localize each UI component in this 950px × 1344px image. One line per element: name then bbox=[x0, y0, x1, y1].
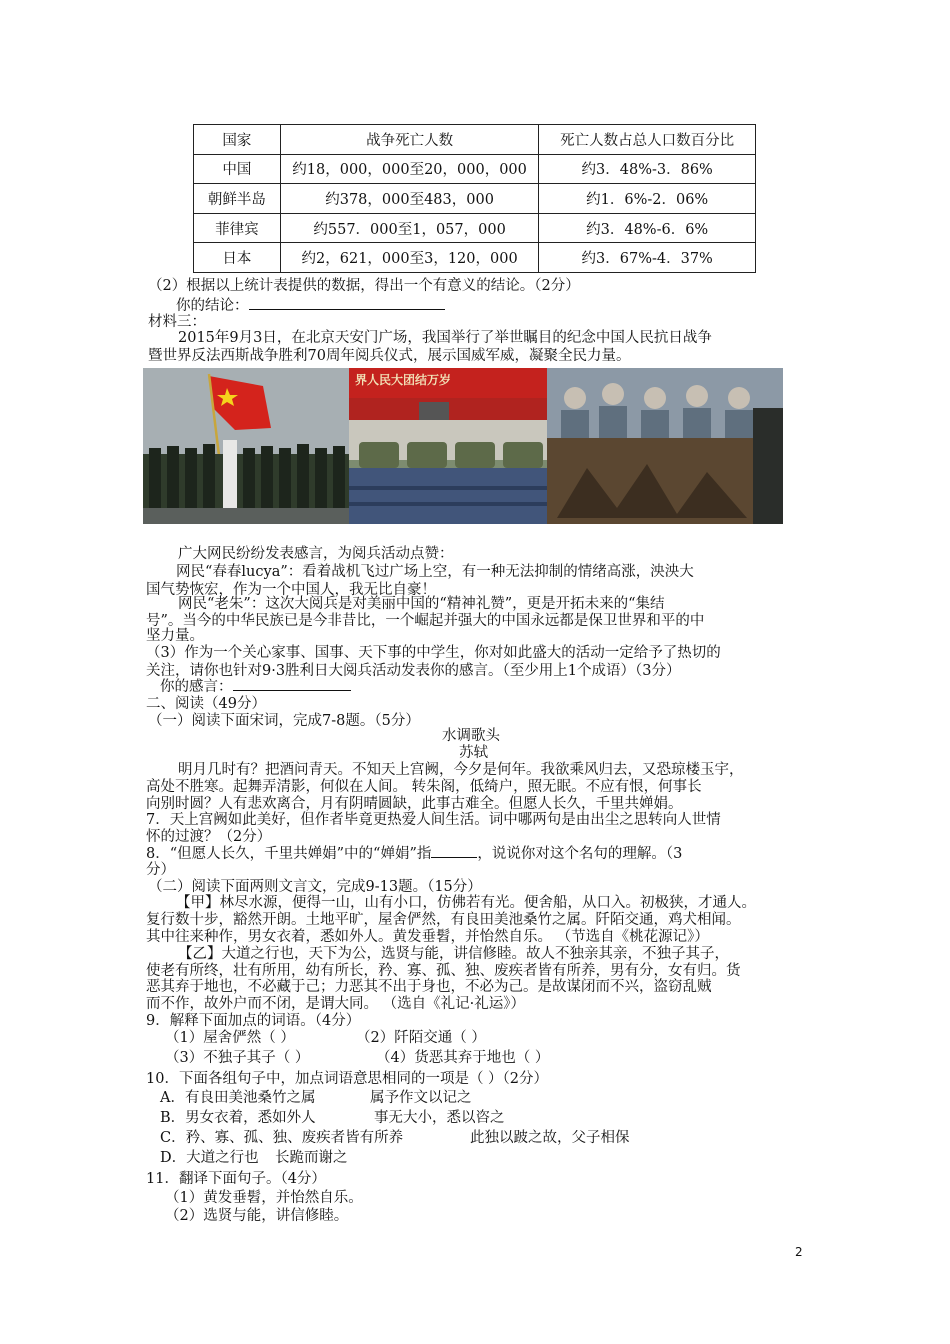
tiananmen-image bbox=[349, 368, 547, 524]
parade-photos bbox=[143, 368, 783, 524]
passage-jia: 其中往来种作，男女衣着，悉如外人。黄发垂髫，并怡然自乐。 （节选自《桃花源记》） bbox=[146, 929, 709, 945]
table-row bbox=[194, 243, 756, 273]
table-header: 国家 bbox=[194, 125, 281, 155]
poem-line: 高处不胜寒。起舞弄清影，何似在人间。 转朱阁，低绮户，照无眠。不应有恨，何事长 bbox=[146, 779, 702, 795]
material-3-para: 2015年9月3日，在北京天安门广场，我国举行了举世瞩目的纪念中国人民抗日战争 bbox=[178, 330, 712, 346]
question-2: （2）根据以上统计表提供的数据，得出一个有意义的结论。（2分） bbox=[148, 278, 580, 294]
poem-title: 水调歌头 bbox=[442, 728, 500, 744]
passage-jia: 【甲】林尽水源，便得一山，山有小口，仿佛若有光。便舍船，从口入。初极狭，才通人。 bbox=[176, 895, 756, 911]
material-3-title: 材料三： bbox=[148, 314, 206, 330]
table-cell: 约3．48%-3．86% bbox=[539, 154, 756, 184]
question-8 bbox=[146, 842, 682, 863]
question-10: 10．下面各组句子中，加点词语意思相同的一项是（ ）（2分） bbox=[146, 1071, 549, 1087]
poem-line: 向别时圆？人有悲欢离合，月有阴晴圆缺，此事古难全。但愿人长久，千里共婵娟。 bbox=[146, 796, 683, 812]
poem-line: 明月几时有？把酒问青天。不知天上宫阙，今夕是何年。我欲乘风归去，又恐琼楼玉宇， bbox=[178, 762, 744, 778]
table-cell: 中国 bbox=[194, 154, 281, 184]
table-cell: 约557．000至1，057，000 bbox=[280, 213, 539, 243]
option-a: A．有良田美池桑竹之属 bbox=[160, 1090, 316, 1106]
table-cell: 约3．48%-6．6% bbox=[539, 213, 756, 243]
table-cell: 约18，000，000至20，000，000 bbox=[280, 154, 539, 184]
passage-yi: 【乙】大道之行也，天下为公，选贤与能，讲信修睦。故人不独亲其亲，不独子其子， bbox=[178, 946, 729, 962]
comment-text: 网民“老朱”：这次大阅兵是对美丽中国的“精神礼赞”，更是开拓未来的“集结 bbox=[178, 596, 665, 612]
option-c: C．矜、寡、孤、独、废疾者皆有所养 bbox=[160, 1130, 404, 1146]
option-d: D．大道之行也 bbox=[160, 1150, 259, 1166]
part-title: （二）阅读下面两则文言文，完成9-13题。（15分） bbox=[148, 879, 482, 895]
question-7: 怀的过渡？（2分） bbox=[146, 829, 272, 845]
question-9-item: （3）不独子其子（ ） bbox=[165, 1050, 310, 1066]
table-row bbox=[194, 154, 756, 184]
question-9: 9．解释下面加点的词语。（4分） bbox=[146, 1013, 361, 1029]
table-cell: 约2，621，000至3，120，000 bbox=[280, 243, 539, 273]
passage-jia: 复行数十步，豁然开朗。土地平旷，屋舍俨然，有良田美池桑竹之属。阡陌交通，鸡犬相闻。 bbox=[146, 912, 741, 928]
table-cell: 日本 bbox=[194, 243, 281, 273]
conclusion-answer-blank[interactable] bbox=[249, 295, 445, 311]
question-9-item: （1）屋舍俨然（ ） bbox=[165, 1030, 295, 1046]
option-c-pair: 此独以跛之故，父子相保 bbox=[470, 1130, 630, 1146]
table-cell: 约1．6%-2．06% bbox=[539, 184, 756, 214]
part-title: （一）阅读下面宋词，完成7-8题。（5分） bbox=[148, 713, 420, 729]
flag-guard-image bbox=[143, 368, 349, 524]
table-cell: 菲律宾 bbox=[194, 213, 281, 243]
table-header-row bbox=[194, 125, 756, 155]
table-header: 战争死亡人数 bbox=[280, 125, 539, 155]
option-b: B．男女衣着，悉如外人 bbox=[160, 1110, 316, 1126]
question-9-item: （2）阡陌交通（ ） bbox=[356, 1030, 486, 1046]
question-11-item: （2）选贤与能，讲信修睦。 bbox=[165, 1208, 349, 1224]
tiananmen-photo bbox=[349, 368, 547, 524]
question-9-item: （4）货恶其弃于地也（ ） bbox=[376, 1050, 550, 1066]
passage-yi: 使老有所终，壮有所用，幼有所长，矜、寡、孤、独、废疾者皆有所养，男有分，女有归。货 bbox=[146, 963, 741, 979]
option-b-pair: 事无大小，悉以咨之 bbox=[374, 1110, 505, 1126]
conclusion-line bbox=[176, 294, 445, 315]
conclusion-label: 你的结论： bbox=[176, 298, 249, 314]
question-11-item: （1）黄发垂髫，并怡然自乐。 bbox=[165, 1190, 363, 1206]
comment-text: 国气势恢宏，作为一个中国人，我无比自豪！ bbox=[146, 582, 436, 598]
feeling-label: 你的感言： bbox=[160, 679, 233, 695]
table-row bbox=[194, 184, 756, 214]
passage-yi: 恶其弃于地也，不必藏于己；力恶其不出于身也，不必为己。是故谋闭而不兴，盗窃乱贼 bbox=[146, 979, 712, 995]
option-a-pair: 属予作文以记之 bbox=[370, 1090, 472, 1106]
comments-intro: 广大网民纷纷发表感言，为阅兵活动点赞： bbox=[178, 546, 454, 562]
comment-text: 网民“春春lucya”：看着战机飞过广场上空，有一种无法抑制的情绪高涨，泱泱大 bbox=[176, 564, 694, 580]
flag-guard-photo bbox=[143, 368, 349, 524]
veterans-photo bbox=[547, 368, 783, 524]
material-3-para: 暨世界反法西斯战争胜利70周年阅兵仪式，展示国威军威，凝聚全民力量。 bbox=[148, 348, 631, 364]
question-11: 11．翻译下面句子。（4分） bbox=[146, 1171, 326, 1187]
option-d-pair: 长跪而谢之 bbox=[275, 1150, 348, 1166]
question-3: 关注，请你也针对9·3胜利日大阅兵活动发表你的感言。（至少用上1个成语）（3分） bbox=[146, 663, 681, 679]
feeling-answer-blank[interactable] bbox=[233, 676, 351, 692]
table-cell: 朝鲜半岛 bbox=[194, 184, 281, 214]
question-8-text: 8．“但愿人长久，千里共婵娟”中的“婵娟”指 bbox=[146, 846, 432, 862]
chanjuan-answer-blank[interactable] bbox=[431, 843, 477, 859]
veterans-image bbox=[547, 368, 783, 524]
section-title: 二、阅读（49分） bbox=[146, 696, 266, 712]
comment-text: 坚力量。 bbox=[146, 628, 204, 644]
question-7: 7．天上宫阙如此美好，但作者毕竟更热爱人间生活。词中哪两句是由出尘之思转向人世情 bbox=[146, 812, 721, 828]
question-3: （3）作为一个关心家事、国事、天下事的中学生，你对如此盛大的活动一定给予了热切的 bbox=[146, 645, 721, 661]
question-8-text: ，说说你对这个名句的理解。（3 bbox=[477, 846, 683, 862]
table-header: 死亡人数占总人口数百分比 bbox=[539, 125, 756, 155]
page-number: 2 bbox=[795, 1245, 803, 1259]
table-cell: 约3．67%-4．37% bbox=[539, 243, 756, 273]
table-cell: 约378，000至483，000 bbox=[280, 184, 539, 214]
casualty-table bbox=[193, 124, 756, 273]
question-8: 分） bbox=[146, 862, 175, 878]
table-row bbox=[194, 213, 756, 243]
banner-slogan: 界人民大团结万岁 bbox=[355, 373, 452, 387]
poem-author: 苏轼 bbox=[459, 745, 488, 761]
comment-text: 号”。当今的中华民族已是今非昔比，一个崛起并强大的中国永远都是保卫世界和平的中 bbox=[146, 613, 705, 629]
passage-yi: 而不作，故外户而不闭，是谓大同。 （选自《礼记·礼运》） bbox=[146, 996, 525, 1012]
